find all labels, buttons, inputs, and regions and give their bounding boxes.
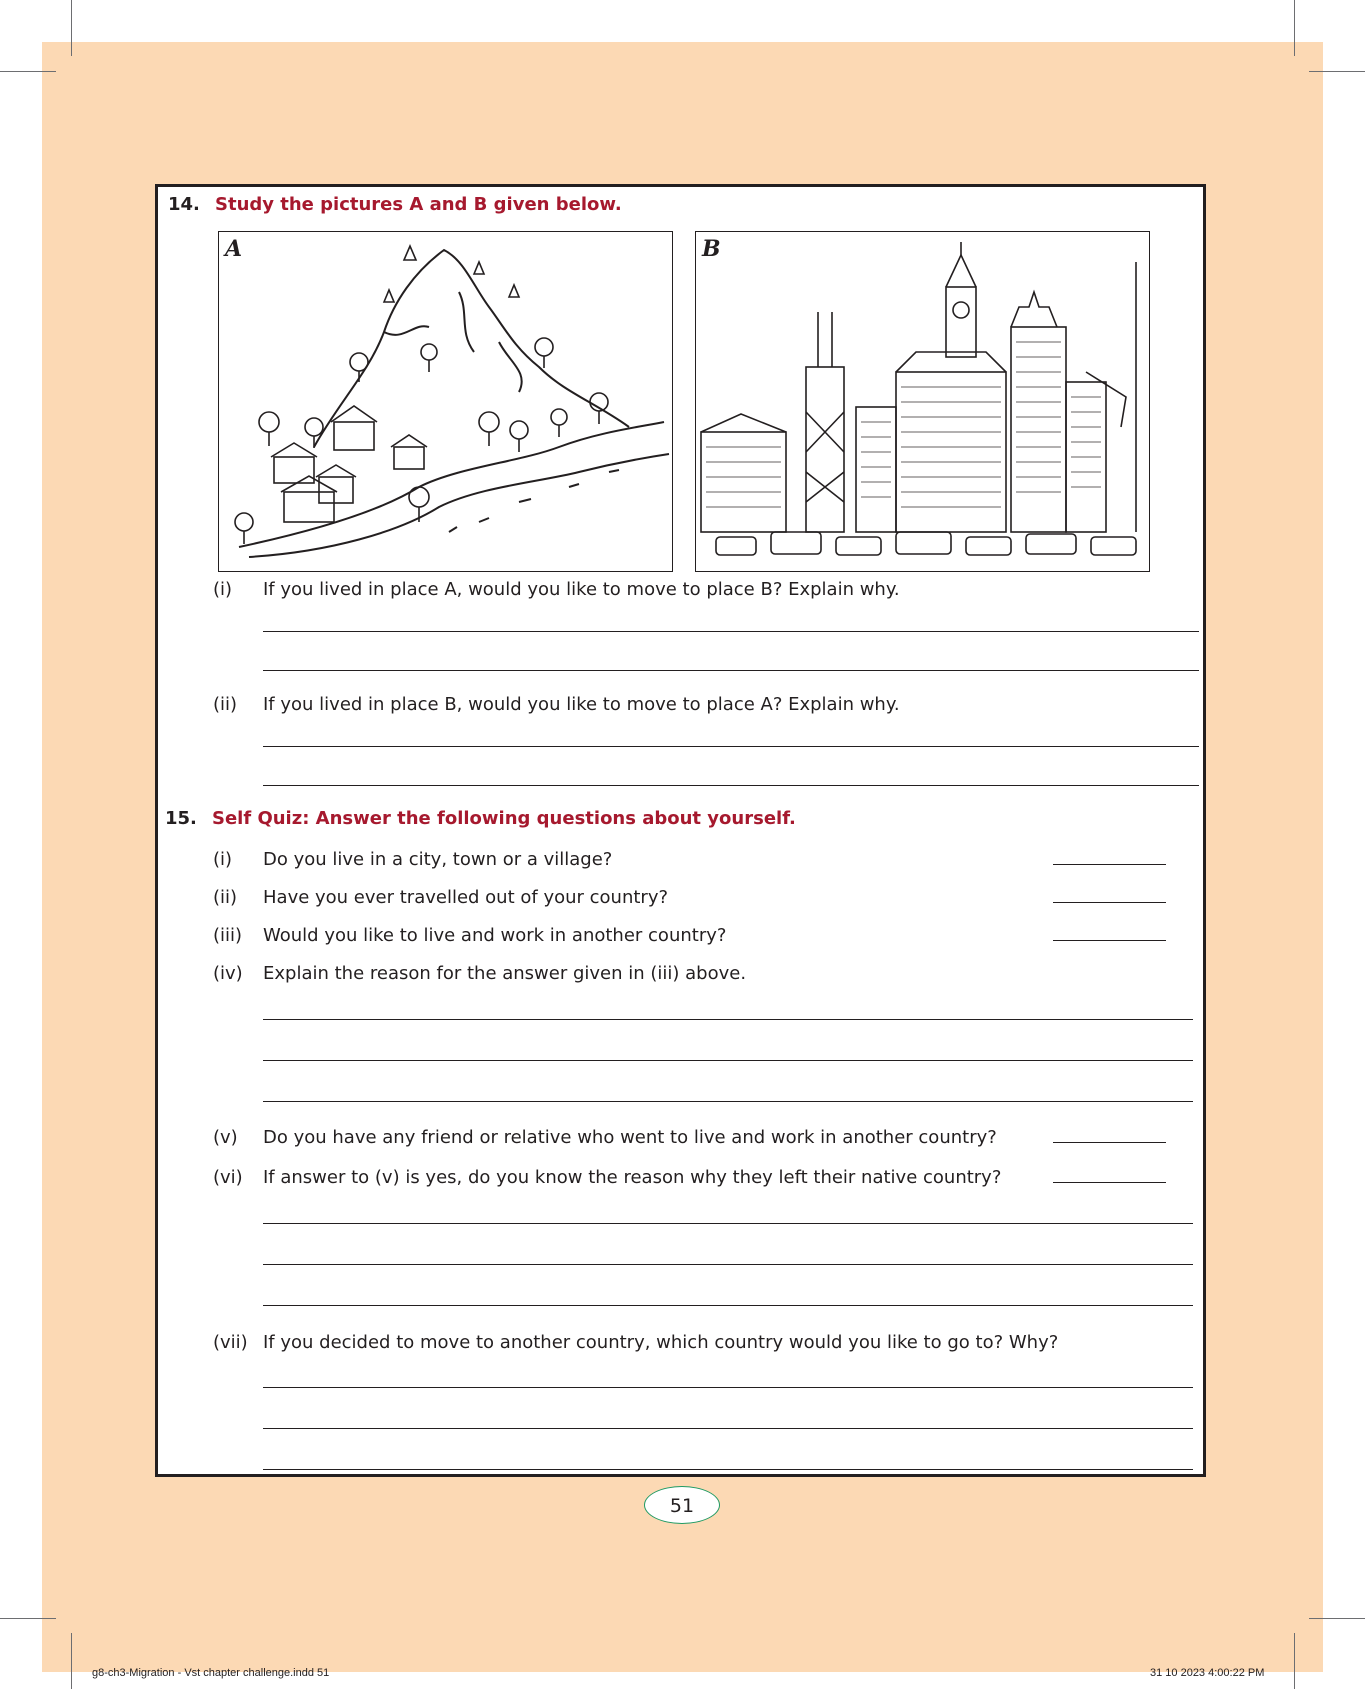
q15-item-6-number: (vi) — [213, 1167, 243, 1188]
picture-a-mountain-village — [218, 231, 673, 572]
footer-file-slug: g8-ch3-Migration - Vst chapter challenge.indd 51 — [92, 1667, 330, 1679]
answer-line[interactable] — [263, 1387, 1193, 1388]
worksheet-card — [155, 184, 1206, 1477]
answer-line[interactable] — [263, 1019, 1193, 1020]
answer-line[interactable] — [263, 1469, 1193, 1470]
q15-item-2-text: Have you ever travelled out of your country? — [263, 887, 669, 908]
q14-item-1-number: (i) — [213, 579, 233, 600]
crop-mark — [0, 71, 56, 72]
q15-item-4-number: (iv) — [213, 963, 243, 984]
q15-item-5-number: (v) — [213, 1127, 238, 1148]
answer-line[interactable] — [263, 670, 1199, 671]
short-answer-line[interactable] — [1053, 902, 1166, 903]
short-answer-line[interactable] — [1053, 864, 1166, 865]
city-illustration — [696, 232, 1150, 572]
crop-mark — [1294, 1633, 1295, 1689]
crop-mark — [1309, 71, 1365, 72]
page-number-badge: 51 — [644, 1486, 720, 1524]
q14-item-2-number: (ii) — [213, 694, 238, 715]
q15-item-3-text: Would you like to live and work in another country? — [263, 925, 727, 946]
answer-line[interactable] — [263, 1264, 1193, 1265]
q15-item-1-number: (i) — [213, 849, 233, 870]
answer-line[interactable] — [263, 785, 1199, 786]
answer-line[interactable] — [263, 1305, 1193, 1306]
answer-line[interactable] — [263, 1428, 1193, 1429]
answer-line[interactable] — [263, 1060, 1193, 1061]
footer-timestamp: 31 10 2023 4:00:22 PM — [1150, 1667, 1265, 1679]
q15-item-3-number: (iii) — [213, 925, 243, 946]
q15-item-1-text: Do you live in a city, town or a village? — [263, 849, 613, 870]
answer-line[interactable] — [263, 1101, 1193, 1102]
q15-item-7-number: (vii) — [213, 1332, 248, 1353]
q15-heading: Self Quiz: Answer the following questions about yourself. — [212, 808, 796, 829]
q15-number: 15. — [165, 808, 197, 829]
q15-item-7-text: If you decided to move to another country, which country would you like to go to? Why? — [263, 1332, 1059, 1353]
mountain-village-illustration — [219, 232, 673, 572]
answer-line[interactable] — [263, 1223, 1193, 1224]
crop-mark — [1294, 0, 1295, 56]
crop-mark — [71, 0, 72, 56]
q15-item-4-text: Explain the reason for the answer given in (iii) above. — [263, 963, 747, 984]
picture-b-label: B — [702, 236, 721, 262]
q14-number: 14. — [168, 194, 200, 215]
crop-mark — [0, 1618, 56, 1619]
q14-heading: Study the pictures A and B given below. — [215, 194, 622, 215]
q14-item-1-text: If you lived in place A, would you like to move to place B? Explain why. — [263, 579, 900, 600]
picture-a-label: A — [225, 236, 243, 262]
short-answer-line[interactable] — [1053, 1182, 1166, 1183]
crop-mark — [1309, 1618, 1365, 1619]
q14-item-2-text: If you lived in place B, would you like to move to place A? Explain why. — [263, 694, 900, 715]
picture-b-city — [695, 231, 1150, 572]
answer-line[interactable] — [263, 631, 1199, 632]
short-answer-line[interactable] — [1053, 940, 1166, 941]
q15-item-6-text: If answer to (v) is yes, do you know the reason why they left their native country? — [263, 1167, 1002, 1188]
q15-item-5-text: Do you have any friend or relative who went to live and work in another country? — [263, 1127, 997, 1148]
short-answer-line[interactable] — [1053, 1142, 1166, 1143]
crop-mark — [71, 1633, 72, 1689]
answer-line[interactable] — [263, 746, 1199, 747]
q15-item-2-number: (ii) — [213, 887, 238, 908]
